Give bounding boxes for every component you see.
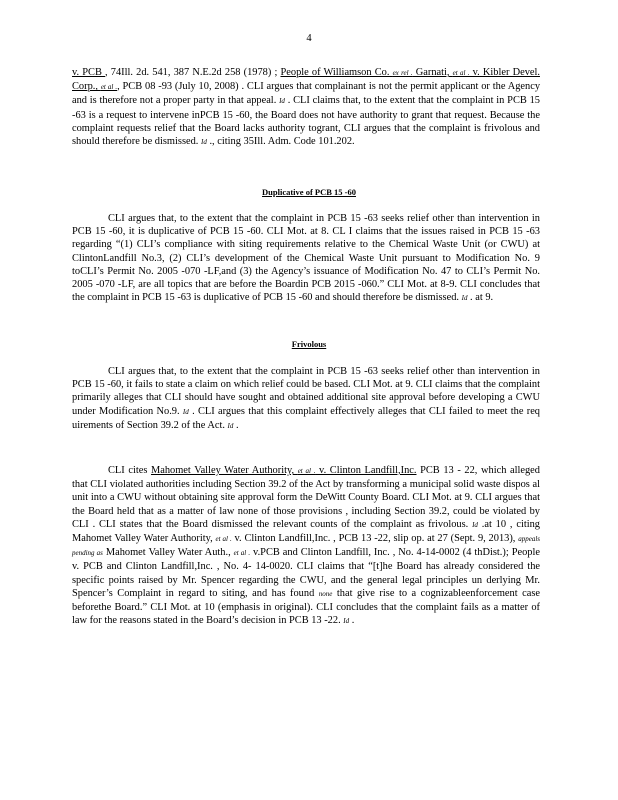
paragraph-timeliness-continued	[72, 66, 540, 149]
text-span: v. Clinton Landfill,Inc. , PCB 13 -22, slip op. at 27 (Sept. 9, 2013),	[231, 533, 519, 545]
case-citation: Garnati,	[412, 67, 453, 78]
paragraph-frivolous	[72, 365, 540, 433]
id-citation: Id	[343, 617, 350, 626]
id-citation: Id	[279, 97, 285, 106]
text-span: , 74Ill. 2d. 541, 387 N.E.2d 258 (1978) ;	[105, 67, 281, 78]
text-span: Mahomet Valley Water Auth.,	[102, 547, 234, 559]
id-citation: Id	[472, 520, 478, 529]
text-span: .	[349, 615, 355, 627]
italic-abbrev: et al .	[452, 69, 470, 77]
page-number: 4	[306, 33, 312, 44]
text-span: . at 9.	[467, 292, 494, 304]
italic-abbrev: et al .	[233, 549, 251, 558]
id-citation: Id	[201, 138, 207, 147]
id-citation: Id	[461, 294, 468, 303]
text-span: that give rise to a cognizableenforcement case beforethe Board.” CLI Mot. at 10 (emphasis in original). CLI concludes that the complaint fails as a matter of law for the reasons stated in the Board’s decision in PCB 13 -22.	[72, 587, 540, 627]
text-span: CLI argues that, to the extent that the complaint in PCB 15 -63 seeks relief other than intervention in PCB 15 -60, it is duplicative of PCB 15 -60. CLI Mot. at 8. CL I claims that the issues raised in PCB 15 -63 regarding “(1) CLI’s compliance with siting requirements relative to the Chemical Waste Unit (or CWU) at ClintonLandfill No.3, (2) CLI’s development of the Chemical Waste Unit pursuant to Modification No. 9 toCLI’s Permit No. 2005 -070 -LF,and (3) the Agency’s issuance of Modification No. 47 to CLI’s Permit No. 2005 -070 -LF, are all topics that are before the Boardin PCB 2015 -060.” CLI Mot. at 8-9. CLI concludes that the complaint in PCB 15 -63 is duplicative of PCB 15 -60 and should therefore be dismissed.	[72, 213, 540, 304]
paragraph-duplicative	[72, 212, 540, 305]
italic-phrase: appeals pending as	[72, 535, 540, 558]
id-citation: Id	[182, 407, 189, 416]
italic-abbrev: et al .	[297, 467, 316, 475]
id-citation: Id	[227, 421, 234, 430]
case-citation: v. Kibler Devel. Corp.,	[72, 67, 540, 93]
italic-abbrev: ex rel .	[392, 69, 413, 77]
text-span: .at 10 , citing Mahomet Valley Water Authority,	[72, 518, 540, 545]
section-heading-duplicative: Duplicative of PCB 15 -60	[262, 187, 356, 197]
text-span: .	[233, 419, 239, 431]
text-span: ., citing 35Ill. Adm. Code 101.202.	[206, 136, 355, 148]
italic-abbrev: et al .	[100, 83, 118, 92]
case-citation: Mahomet Valley Water Authority,	[150, 465, 298, 476]
text-span: CLI argues that, to the extent that the complaint in PCB 15 -63 seeks relief other than intervention in PCB 15 -60, it fails to state a claim on which relief could be based. CLI Mot. at 9. CLI claims that the complaint primarily alleges that CLI should have sought and obtained additional site approval before developing a CWU under Modification No.9.	[72, 366, 540, 417]
text-span: PCB 13 - 22, which alleged that CLI violated authorities including Section 39.2 of the Act by transforming a municipal solid waste dispos al unit into a CWU without obtaining site approval form the DeWitt County Board. CLI Mot. at 9. CLI argues that the Board held that as a matter of law none of those provisions , including Section 39.2, could be violated by CLI . CLI states that the Board dismissed the relevant counts of the complaint as frivolous.	[72, 465, 540, 530]
text-span: CLI cites	[108, 465, 151, 476]
case-citation: v. Clinton Landfill,Inc.	[315, 465, 417, 476]
case-citation: People of Williamson Co.	[280, 67, 393, 78]
text-span: . CLI argues that this complaint effectively alleges that CLI failed to meet the req uirements of Section 39.2 of the Act.	[72, 405, 541, 431]
text-span: , PCB 08 -93 (July 10, 2008) . CLI argues that complainant is not the permit applicant or the Agency and is therefore not a proper party in that appeal.	[72, 81, 541, 107]
section-heading-frivolous: Frivolous	[291, 339, 327, 349]
case-citation: v. PCB	[72, 67, 106, 78]
text-span: . CLI claims that, to the extent that the complaint in PCB 15 -63 is a request to intervene inPCB 15 -60, the Board does not have authority to grant that request. Because the complaint requests relief that the Board lacks authority togrant, CLI argues that the complaint is frivolous and should therefore be dismissed.	[72, 95, 540, 148]
paragraph-mahomet-citation	[72, 464, 540, 628]
italic-abbrev: et al .	[215, 535, 232, 544]
text-span: v.PCB and Clinton Landfill, Inc. , No. 4-14-0002 (4 thDist.); People v. PCB and Clinton Landfill,Inc. , No. 4- 14-0020. CLI claims that “[t]he Board has already considered the specific points raised by Mr. Spencer regarding the CWU, and the general legal principles un derlying Mr. Spencer’s Complaint in regard to siting, and has found	[72, 547, 540, 599]
emphasis-none: none	[318, 589, 333, 598]
